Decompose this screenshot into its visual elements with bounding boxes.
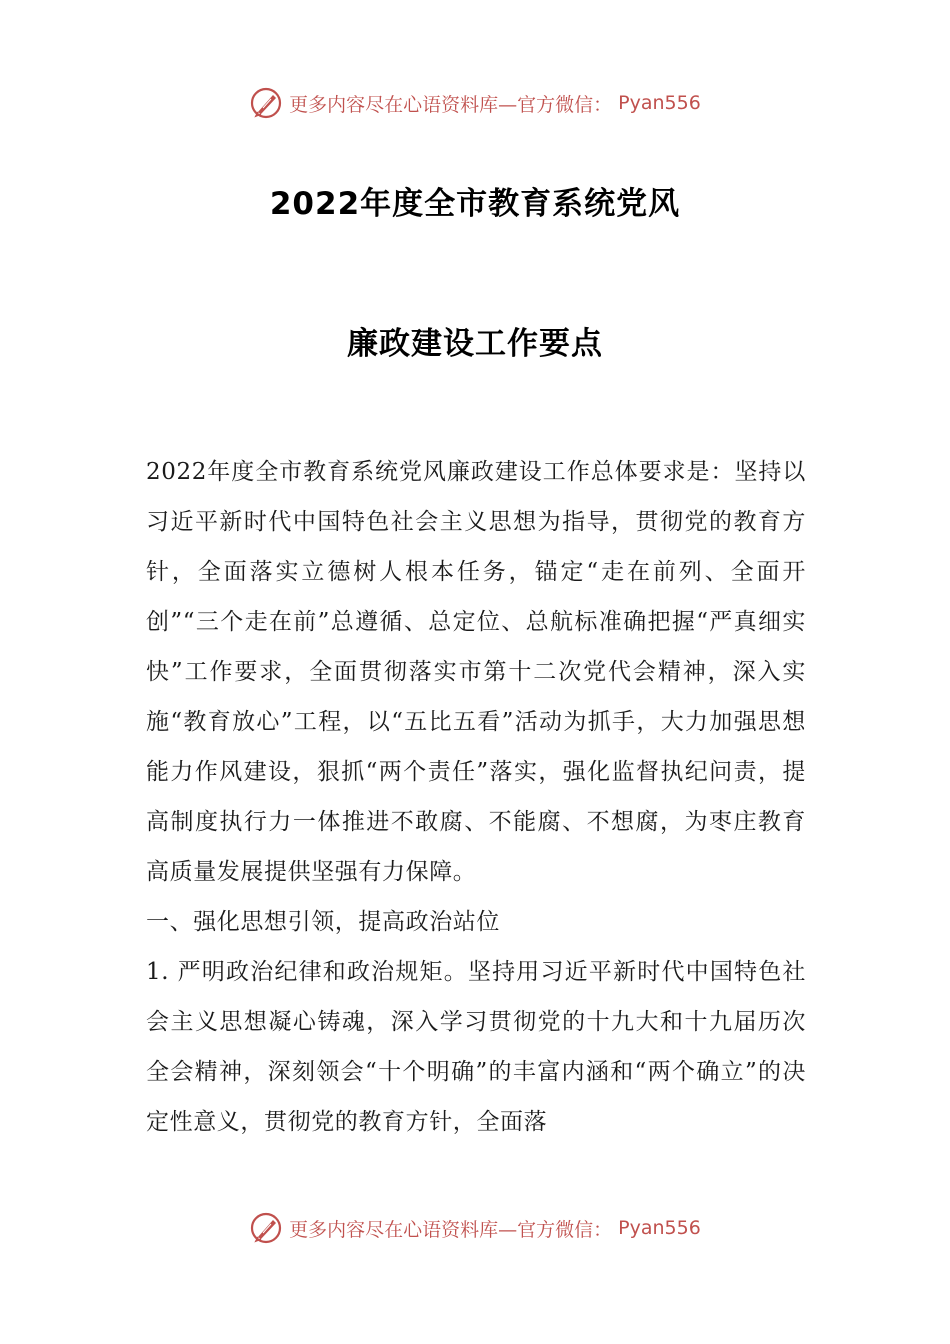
watermark-text: 更多内容尽在心语资料库—官方微信： bbox=[289, 93, 613, 116]
watermark-footer bbox=[0, 1211, 950, 1245]
watermark-text: 更多内容尽在心语资料库—官方微信： bbox=[289, 1218, 613, 1241]
quill-logo-icon bbox=[249, 86, 283, 120]
watermark-wechat-id: Pyan556 bbox=[618, 92, 701, 114]
document-body bbox=[146, 447, 806, 1147]
document-title-line-1: 2022年度全市教育系统党风 bbox=[269, 186, 681, 222]
intro-paragraph: 2022年度全市教育系统党风廉政建设工作总体要求是：坚持以习近平新时代中国特色社会主义思想为指导，贯彻党的教育方针，全面落实立德树人根本任务，锚定“走在前列、全面开创”“三个走在前”总遵循、总定位、总航标准确把握“严真细实快”工作要求，全面贯彻落实市第十二次党代会精神，深入实施“教育放心”工程，以“五比五看”活动为抓手，大力加强思想能力作风建设，狠抓“两个责任”落实，强化监督执纪问责，提高制度执行力一体推进不敢腐、不能腐、不想腐，为枣庄教育高质量发展提供坚强有力保障。 bbox=[146, 459, 806, 885]
section-item-1: 1. 严明政治纪律和政治规矩。坚持用习近平新时代中国特色社会主义思想凝心铸魂，深入学习贯彻党的十九大和十九届历次全会精神，深刻领会“十个明确”的丰富内涵和“两个确立”的决定性意义，贯彻党的教育方针，全面落 bbox=[146, 959, 806, 1135]
document-title-line-2: 廉政建设工作要点 bbox=[347, 326, 603, 362]
watermark-wechat-id: Pyan556 bbox=[618, 1217, 701, 1239]
watermark-header bbox=[0, 86, 950, 120]
section-heading-1: 一、强化思想引领，提高政治站位 bbox=[146, 909, 500, 935]
quill-logo-icon bbox=[249, 1211, 283, 1245]
